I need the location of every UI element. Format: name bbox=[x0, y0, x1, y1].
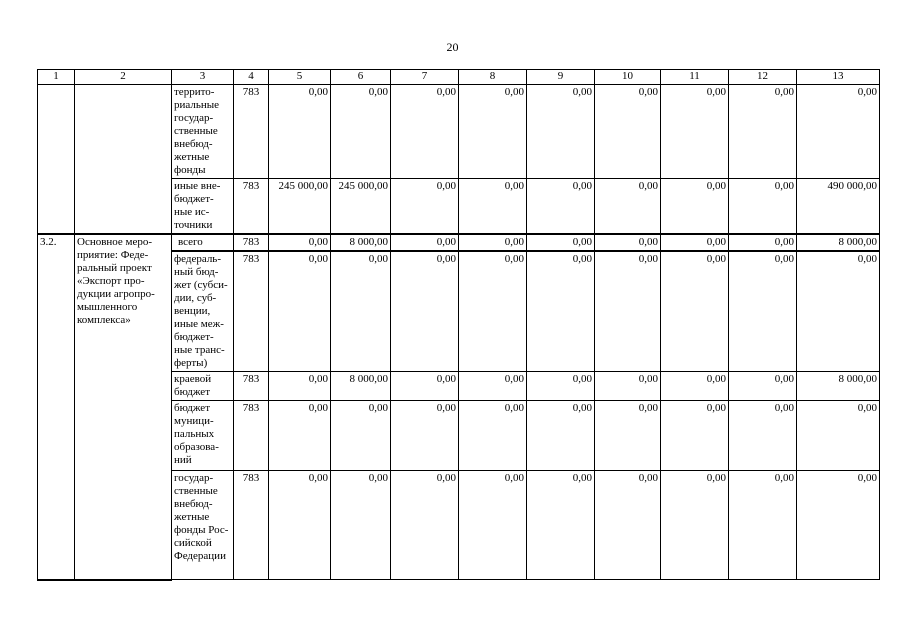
measure-name: Основное меро- приятие: Феде- ральный проект «Экспорт про- дукции агропро- мышленного комплекса» bbox=[75, 234, 172, 580]
column-header: 3 bbox=[172, 70, 234, 85]
value-cell: 8 000,00 bbox=[331, 234, 391, 251]
value-cell: 0,00 bbox=[661, 471, 729, 580]
funding-source: государ- ственные внебюд- жетные фонды Рос- сийской Федерации bbox=[172, 471, 234, 580]
table-row bbox=[38, 179, 880, 235]
value-cell: 0,00 bbox=[661, 401, 729, 471]
column-header: 1 bbox=[38, 70, 75, 85]
measure-number: 3.2. bbox=[38, 234, 75, 580]
funding-source: террито- риальные государ- ственные внебюд- жетные фонды bbox=[172, 85, 234, 179]
column-header: 2 bbox=[75, 70, 172, 85]
value-cell: 0,00 bbox=[459, 85, 527, 179]
column-header: 10 bbox=[595, 70, 661, 85]
value-cell: 0,00 bbox=[459, 471, 527, 580]
value-cell: 0,00 bbox=[331, 85, 391, 179]
code-cell: 783 bbox=[234, 85, 269, 179]
value-cell: 0,00 bbox=[527, 251, 595, 372]
value-cell: 0,00 bbox=[595, 179, 661, 235]
value-cell: 0,00 bbox=[729, 471, 797, 580]
column-header: 9 bbox=[527, 70, 595, 85]
value-cell: 0,00 bbox=[729, 372, 797, 401]
value-cell: 0,00 bbox=[391, 85, 459, 179]
code-cell: 783 bbox=[234, 234, 269, 251]
value-cell: 0,00 bbox=[527, 401, 595, 471]
value-cell: 0,00 bbox=[595, 85, 661, 179]
code-cell: 783 bbox=[234, 179, 269, 235]
value-cell: 0,00 bbox=[269, 372, 331, 401]
value-cell: 0,00 bbox=[391, 234, 459, 251]
budget-table bbox=[37, 69, 880, 581]
funding-source: всего bbox=[172, 234, 234, 251]
value-cell: 0,00 bbox=[661, 251, 729, 372]
value-cell: 8 000,00 bbox=[797, 234, 880, 251]
value-cell: 0,00 bbox=[269, 85, 331, 179]
column-header: 13 bbox=[797, 70, 880, 85]
value-cell: 0,00 bbox=[595, 401, 661, 471]
value-cell: 245 000,00 bbox=[269, 179, 331, 235]
measure-number-cell bbox=[38, 179, 75, 235]
column-header: 5 bbox=[269, 70, 331, 85]
value-cell: 0,00 bbox=[459, 401, 527, 471]
value-cell: 0,00 bbox=[331, 471, 391, 580]
value-cell: 0,00 bbox=[729, 85, 797, 179]
value-cell: 0,00 bbox=[729, 401, 797, 471]
value-cell: 0,00 bbox=[391, 251, 459, 372]
code-cell: 783 bbox=[234, 372, 269, 401]
funding-source: бюджет муници- пальных образова- ний bbox=[172, 401, 234, 471]
code-cell: 783 bbox=[234, 471, 269, 580]
value-cell: 0,00 bbox=[391, 471, 459, 580]
value-cell: 0,00 bbox=[661, 234, 729, 251]
value-cell: 8 000,00 bbox=[797, 372, 880, 401]
value-cell: 8 000,00 bbox=[331, 372, 391, 401]
value-cell: 0,00 bbox=[595, 372, 661, 401]
value-cell: 245 000,00 bbox=[331, 179, 391, 235]
column-header: 11 bbox=[661, 70, 729, 85]
value-cell: 0,00 bbox=[331, 251, 391, 372]
column-header: 7 bbox=[391, 70, 459, 85]
value-cell: 0,00 bbox=[797, 85, 880, 179]
value-cell: 0,00 bbox=[459, 372, 527, 401]
table-row bbox=[38, 85, 880, 179]
value-cell: 0,00 bbox=[331, 401, 391, 471]
table-row-total bbox=[38, 234, 880, 251]
funding-source: федераль- ный бюд- жет (субси- дии, суб- венции, иные меж- бюджет- ные транс- ферты) bbox=[172, 251, 234, 372]
value-cell: 0,00 bbox=[391, 372, 459, 401]
funding-source: краевой бюджет bbox=[172, 372, 234, 401]
column-header: 6 bbox=[331, 70, 391, 85]
value-cell: 0,00 bbox=[797, 471, 880, 580]
value-cell: 0,00 bbox=[729, 234, 797, 251]
value-cell: 0,00 bbox=[527, 179, 595, 235]
value-cell: 0,00 bbox=[391, 401, 459, 471]
value-cell: 0,00 bbox=[459, 234, 527, 251]
column-header: 4 bbox=[234, 70, 269, 85]
value-cell: 0,00 bbox=[527, 234, 595, 251]
code-cell: 783 bbox=[234, 251, 269, 372]
value-cell: 0,00 bbox=[595, 471, 661, 580]
value-cell: 0,00 bbox=[269, 234, 331, 251]
measure-name-cell bbox=[75, 179, 172, 235]
value-cell: 0,00 bbox=[269, 251, 331, 372]
measure-number-cell bbox=[38, 85, 75, 179]
value-cell: 0,00 bbox=[729, 251, 797, 372]
column-header: 12 bbox=[729, 70, 797, 85]
value-cell: 0,00 bbox=[269, 401, 331, 471]
value-cell: 0,00 bbox=[797, 251, 880, 372]
value-cell: 0,00 bbox=[269, 471, 331, 580]
value-cell: 0,00 bbox=[527, 471, 595, 580]
funding-source: иные вне- бюджет- ные ис- точники bbox=[172, 179, 234, 235]
column-header: 8 bbox=[459, 70, 527, 85]
value-cell: 0,00 bbox=[595, 251, 661, 372]
value-cell: 0,00 bbox=[527, 85, 595, 179]
page-number: 20 bbox=[446, 40, 459, 54]
value-cell: 0,00 bbox=[459, 179, 527, 235]
value-cell: 0,00 bbox=[661, 85, 729, 179]
value-cell: 0,00 bbox=[459, 251, 527, 372]
value-cell: 490 000,00 bbox=[797, 179, 880, 235]
value-cell: 0,00 bbox=[661, 372, 729, 401]
value-cell: 0,00 bbox=[797, 401, 880, 471]
value-cell: 0,00 bbox=[391, 179, 459, 235]
value-cell: 0,00 bbox=[729, 179, 797, 235]
measure-name-cell bbox=[75, 85, 172, 179]
value-cell: 0,00 bbox=[527, 372, 595, 401]
code-cell: 783 bbox=[234, 401, 269, 471]
value-cell: 0,00 bbox=[661, 179, 729, 235]
value-cell: 0,00 bbox=[595, 234, 661, 251]
header-row bbox=[38, 70, 880, 85]
